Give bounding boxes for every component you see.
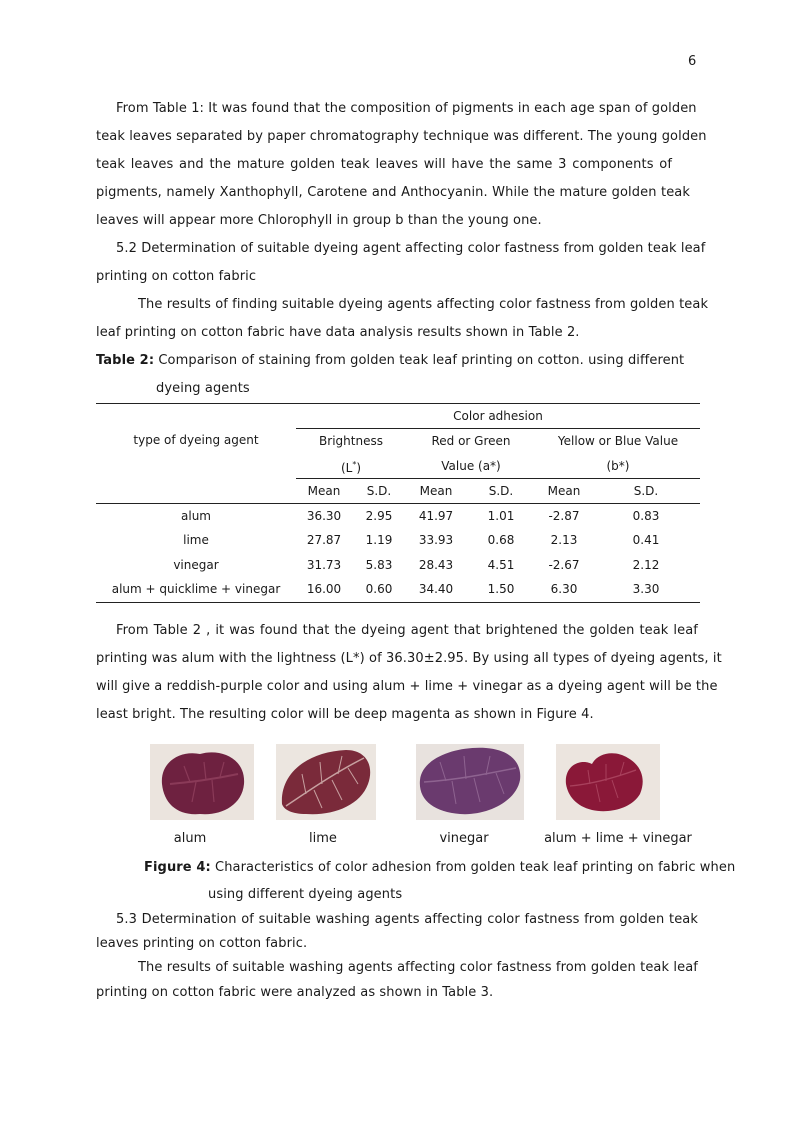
para1-line-3: teak leaves and the mature golden teak leaves will have the same 3 components of xyxy=(96,157,672,172)
table-2-caption-label: Table 2: xyxy=(96,353,155,368)
row-3-L-mean: 31.73 xyxy=(306,558,342,572)
leaf-photo-lime xyxy=(276,744,376,820)
row-2-L-sd: 1.19 xyxy=(365,533,393,547)
figure-4-caption-text: Characteristics of color adhesion from golden teak leaf printing on fabric when xyxy=(210,860,736,875)
figure-4-caption xyxy=(144,859,735,877)
row-1-agent: alum xyxy=(181,509,211,523)
col-a-mean: Mean xyxy=(419,484,453,498)
para4-line-1: The results of suitable washing agents affecting color fastness from golden teak leaf xyxy=(138,960,698,975)
para1-line-5: leaves will appear more Chlorophyll in group b than the young one. xyxy=(96,213,542,228)
yellow-blue-symbol: (b*) xyxy=(606,459,630,473)
row-4-a-mean: 34.40 xyxy=(418,582,454,596)
para3-line-4: least bright. The resulting color will be deep magenta as shown in Figure 4. xyxy=(96,707,594,722)
section-5-2-heading-line-2: printing on cotton fabric xyxy=(96,269,257,284)
figure-4-caption-cont: using different dyeing agents xyxy=(208,887,403,902)
figure-label-mix: alum + lime + vinegar xyxy=(544,831,692,846)
red-green-symbol: Value (a*) xyxy=(441,459,501,473)
row-2-b-sd: 0.41 xyxy=(632,533,660,547)
leaf-photo-alum xyxy=(150,744,254,820)
figure-label-alum: alum xyxy=(173,831,207,846)
col-a-sd: S.D. xyxy=(488,484,514,498)
color-adhesion-header: Color adhesion xyxy=(453,409,543,423)
row-2-a-mean: 33.93 xyxy=(418,533,454,547)
brightness-symbol: (L*) xyxy=(340,460,362,475)
para1-line-4: pigments, namely Xanthophyll, Carotene and Anthocyanin. While the mature golden teak xyxy=(96,185,690,200)
row-1-b-mean: -2.87 xyxy=(548,509,580,523)
yellow-blue-header: Yellow or Blue Value xyxy=(557,434,679,448)
section-5-3-heading-line-2: leaves printing on cotton fabric. xyxy=(96,936,308,951)
row-2-agent: lime xyxy=(183,533,209,547)
para3-line-3: will give a reddish-purple color and using alum + lime + vinegar as a dyeing agent will be the xyxy=(96,679,718,694)
table-2-caption xyxy=(96,352,684,370)
row-2-b-mean: 2.13 xyxy=(550,533,578,547)
brightness-header: Brightness xyxy=(319,434,383,448)
row-4-b-sd: 3.30 xyxy=(632,582,660,596)
col-L-mean: Mean xyxy=(307,484,341,498)
para4-line-2: printing on cotton fabric were analyzed as shown in Table 3. xyxy=(96,985,494,1000)
col-L-sd: S.D. xyxy=(366,484,392,498)
col-b-sd: S.D. xyxy=(633,484,659,498)
figure-4-caption-label: Figure 4: xyxy=(144,860,211,875)
para1-line-2: teak leaves separated by paper chromatography technique was different. The young golden xyxy=(96,129,707,144)
para2-line-1: The results of finding suitable dyeing agents affecting color fastness from golden teak xyxy=(138,297,709,312)
row-1-L-sd: 2.95 xyxy=(365,509,393,523)
row-3-b-mean: -2.67 xyxy=(548,558,580,572)
page-number: 6 xyxy=(688,54,697,69)
row-2-a-sd: 0.68 xyxy=(487,533,515,547)
type-header: type of dyeing agent xyxy=(133,433,259,447)
row-4-a-sd: 1.50 xyxy=(487,582,515,596)
table-top-rule xyxy=(96,403,700,404)
section-5-2-heading-line-1: 5.2 Determination of suitable dyeing agent affecting color fastness from golden teak leaf xyxy=(116,241,706,256)
row-4-L-mean: 16.00 xyxy=(306,582,342,596)
row-1-L-mean: 36.30 xyxy=(306,509,342,523)
row-3-a-mean: 28.43 xyxy=(418,558,454,572)
leaf-photo-mix xyxy=(556,744,660,820)
figure-label-vinegar: vinegar xyxy=(439,831,489,846)
para3-line-2: printing was alum with the lightness (L*) of 36.30±2.95. By using all types of dyeing agents, it xyxy=(96,651,722,666)
leaf-photo-vinegar xyxy=(416,744,524,820)
row-4-agent: alum + quicklime + vinegar xyxy=(111,582,281,596)
row-4-L-sd: 0.60 xyxy=(365,582,393,596)
figure-label-lime: lime xyxy=(309,831,337,846)
table-bottom-rule xyxy=(96,602,700,603)
row-3-a-sd: 4.51 xyxy=(487,558,515,572)
row-3-b-sd: 2.12 xyxy=(632,558,660,572)
row-4-b-mean: 6.30 xyxy=(550,582,578,596)
table-2-caption-text: Comparison of staining from golden teak leaf printing on cotton. using different xyxy=(154,353,685,368)
row-3-agent: vinegar xyxy=(173,558,219,572)
red-green-header: Red or Green xyxy=(431,434,511,448)
group-header-rule xyxy=(296,428,700,429)
row-1-a-mean: 41.97 xyxy=(418,509,454,523)
table-2-caption-cont: dyeing agents xyxy=(156,381,250,396)
para3-line-1: From Table 2 , it was found that the dyeing agent that brightened the golden teak leaf xyxy=(116,623,698,638)
para1-line-1: From Table 1: It was found that the composition of pigments in each age span of golden xyxy=(116,101,697,116)
row-3-L-sd: 5.83 xyxy=(365,558,393,572)
header-bottom-rule xyxy=(96,503,700,504)
col-b-mean: Mean xyxy=(547,484,581,498)
para2-line-2: leaf printing on cotton fabric have data analysis results shown in Table 2. xyxy=(96,325,580,340)
subheader-rule xyxy=(296,478,700,479)
row-2-L-mean: 27.87 xyxy=(306,533,342,547)
row-1-b-sd: 0.83 xyxy=(632,509,660,523)
row-1-a-sd: 1.01 xyxy=(487,509,515,523)
section-5-3-heading-line-1: 5.3 Determination of suitable washing agents affecting color fastness from golden teak xyxy=(116,912,698,927)
